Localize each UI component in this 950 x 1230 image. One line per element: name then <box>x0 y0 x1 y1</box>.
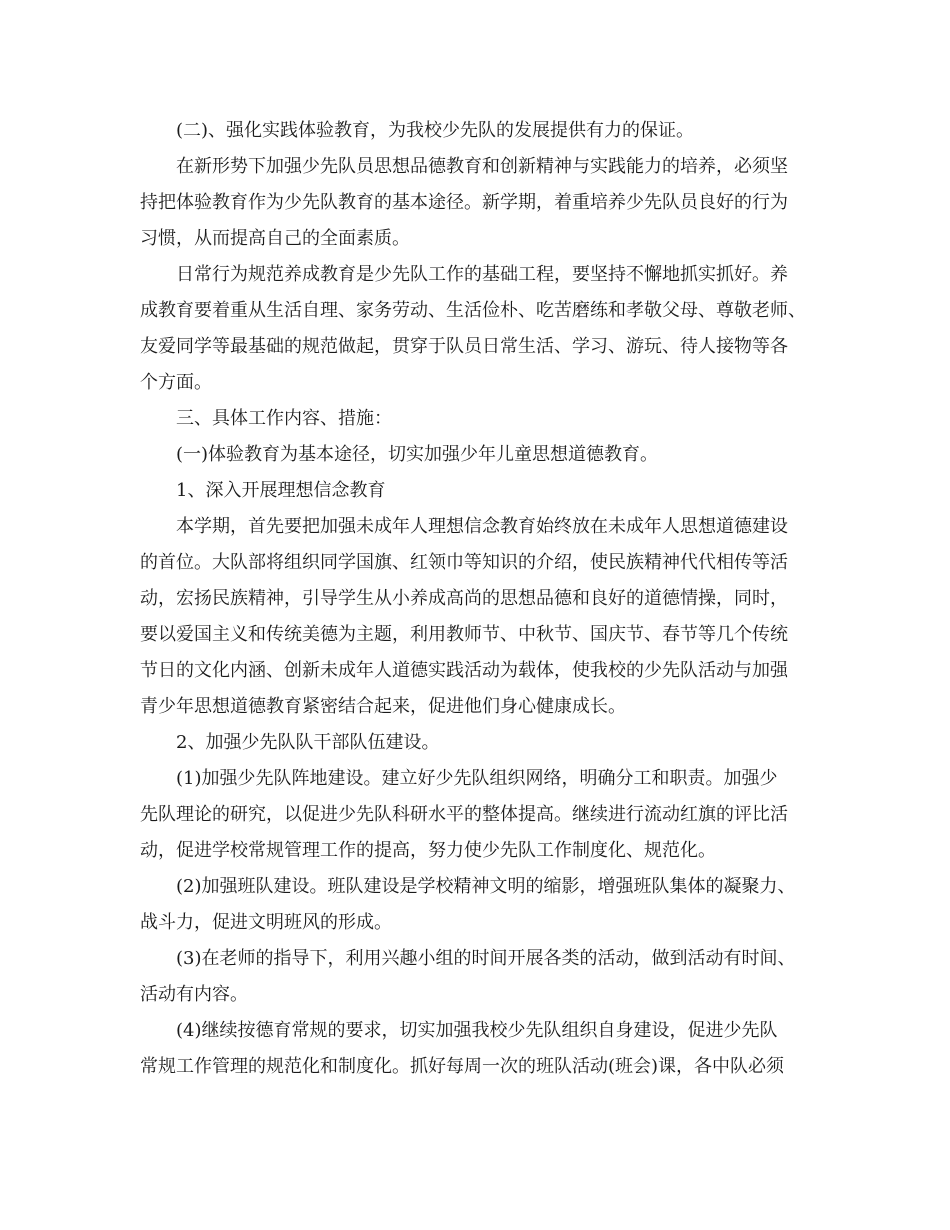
text-line: 习惯，从而提高自己的全面素质。 <box>140 228 410 249</box>
text-line: 节日的文化内涵、创新未成年人道德实践活动为载体，使我校的少先队活动与加强 <box>140 660 788 681</box>
text-line: 日常行为规范养成教育是少先队工作的基础工程，要坚持不懈地抓实抓好。养 <box>176 264 788 285</box>
text-line: (2)加强班队建设。班队建设是学校精神文明的缩影，增强班队集体的凝聚力、 <box>176 876 796 897</box>
text-line: 活动有内容。 <box>140 984 248 1005</box>
text-line: 要以爱国主义和传统美德为主题，利用教师节、中秋节、国庆节、春节等几个传统 <box>140 624 788 645</box>
text-line: (3)在老师的指导下，利用兴趣小组的时间开展各类的活动，做到活动有时间、 <box>176 948 796 969</box>
text-line: 个方面。 <box>140 372 212 393</box>
text-line: (4)继续按德育常规的要求，切实加强我校少先队组织自身建设，促进少先队 <box>176 1020 778 1041</box>
text-line: 本学期，首先要把加强未成年人理想信念教育始终放在未成年人思想道德建设 <box>176 516 788 537</box>
text-line: 青少年思想道德教育紧密结合起来，促进他们身心健康成长。 <box>140 696 626 717</box>
text-line: 的首位。大队部将组织同学国旗、红领巾等知识的介绍，使民族精神代代相传等活 <box>140 552 788 573</box>
text-line: 动，宏扬民族精神，引导学生从小养成高尚的思想品德和良好的道德情操，同时， <box>140 588 788 609</box>
text-line: 三、具体工作内容、措施： <box>176 408 392 429</box>
text-line: 友爱同学等最基础的规范做起，贯穿于队员日常生活、学习、游玩、待人接物等各 <box>140 336 788 357</box>
text-line: 1、深入开展理想信念教育 <box>176 480 386 501</box>
text-line: 持把体验教育作为少先队教育的基本途径。新学期，着重培养少先队员良好的行为 <box>140 192 788 213</box>
document-body <box>140 113 820 1085</box>
text-line: 战斗力，促进文明班风的形成。 <box>140 912 392 933</box>
text-line: 2、加强少先队队干部队伍建设。 <box>176 732 440 753</box>
text-line: 成教育要着重从生活自理、家务劳动、生活俭朴、吃苦磨练和孝敬父母、尊敬老师、 <box>140 300 806 321</box>
text-line: 动，促进学校常规管理工作的提高，努力使少先队工作制度化、规范化。 <box>140 840 716 861</box>
text-line: (1)加强少先队阵地建设。建立好少先队组织网络，明确分工和职责。加强少 <box>176 768 778 789</box>
text-line: (二)、强化实践体验教育，为我校少先队的发展提供有力的保证。 <box>176 120 695 141</box>
text-line: 在新形势下加强少先队员思想品德教育和创新精神与实践能力的培养，必须坚 <box>176 156 788 177</box>
text-line: 先队理论的研究，以促进少先队科研水平的整体提高。继续进行流动红旗的评比活 <box>140 804 788 825</box>
text-line: (一)体验教育为基本途径，切实加强少年儿童思想道德教育。 <box>176 444 659 465</box>
text-line: 常规工作管理的规范化和制度化。抓好每周一次的班队活动(班会)课，各中队必须 <box>140 1056 785 1077</box>
